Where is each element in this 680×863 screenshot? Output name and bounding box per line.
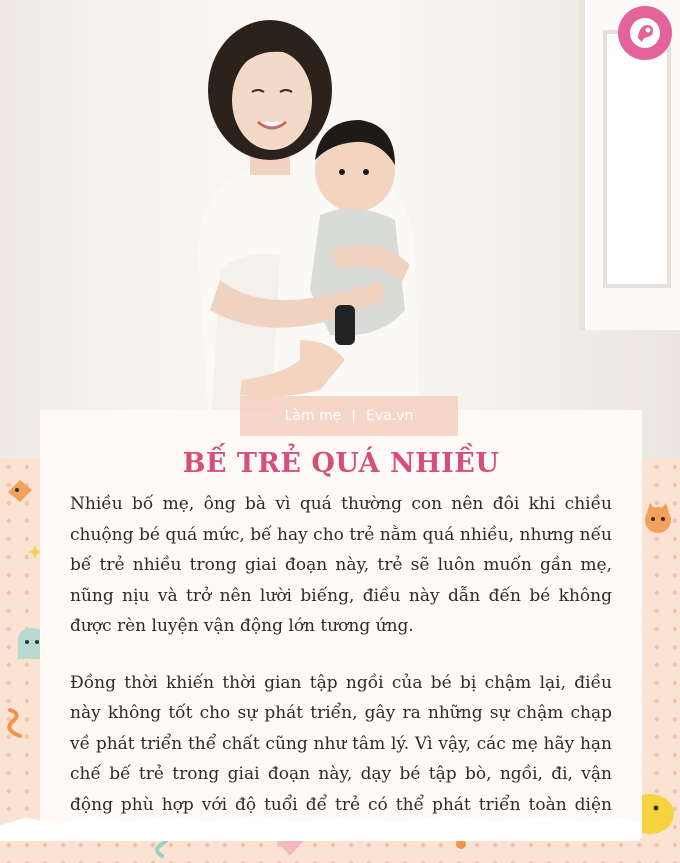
fox-sticker-icon bbox=[2, 472, 38, 508]
caption-source: Eva.vn bbox=[366, 408, 414, 424]
caption-separator: | bbox=[351, 408, 357, 424]
squiggle-sticker-icon bbox=[6, 708, 26, 738]
article-paragraph-1: Nhiều bố mẹ, ông bà vì quá thường con nên đôi khi chiều chuộng bé quá mức, bế hay cho trẻ nằm quá nhiều, nhưng nếu bế trẻ nhiều trong giai đoạn này, trẻ sẽ luôn muốn gần mẹ, nũng nịu và trở nên lười biếng, điều này dẫn đến bé không được rèn luyện vận động lớn tương ứng. bbox=[70, 494, 612, 636]
article-card bbox=[40, 410, 642, 838]
eva-logo-glyph-icon bbox=[628, 16, 662, 50]
caption-category: Làm mẹ bbox=[284, 408, 342, 424]
cat-sticker-icon bbox=[640, 500, 676, 536]
eva-logo-icon[interactable] bbox=[618, 6, 672, 60]
article-title: BẾ TRẺ QUÁ NHIỀU bbox=[182, 448, 500, 479]
article-paragraph-2: Đồng thời khiến thời gian tập ngồi của bé bị chậm lại, điều này không tốt cho sự phát triển, gây ra những sự chậm chạp về phát triển thể chất cũng như tâm lý. Vì vậy, các mẹ hãy hạn chế bế trẻ trong giai đoạn này, dạy bé tập bò, ngồi, đi, vận động phù hợp với độ tuổi để trẻ có thể phát triển toàn diện bbox=[70, 672, 612, 815]
mother-holding-baby-photo bbox=[180, 20, 440, 440]
photo-caption bbox=[240, 396, 458, 436]
